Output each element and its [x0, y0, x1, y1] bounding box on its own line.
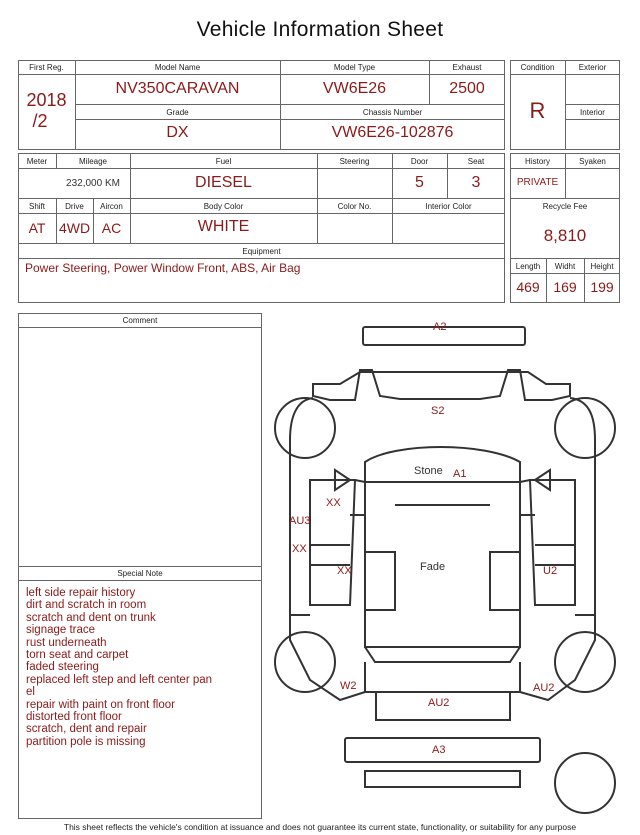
damage-mark-left-center-panel: XX [337, 565, 352, 577]
damage-mark-hood: S2 [431, 405, 445, 417]
drive-label: Drive [65, 202, 84, 211]
model-name-label: Model Name [154, 63, 201, 72]
mileage-label: Mileage [78, 157, 107, 166]
special-note-item: scratch, dent and repair [26, 723, 147, 736]
length-label: Length [515, 262, 541, 271]
model-name-value: NV350CARAVAN [115, 80, 240, 97]
recycle-fee-value: 8,810 [543, 226, 587, 245]
aircon-value: AC [101, 220, 122, 236]
special-note-item: replaced left step and left center pan [26, 673, 213, 686]
special-note-item: signage trace [26, 624, 96, 637]
damage-mark-right-side: U2 [543, 565, 558, 577]
chassis-number-value: VW6E26-102876 [331, 124, 454, 141]
special-note-item: scratch and dent on trunk [26, 611, 156, 624]
damage-mark-left-rear: W2 [340, 680, 357, 692]
width-value: 169 [553, 279, 577, 295]
meter-label: Meter [26, 157, 48, 166]
damage-mark-windshield: A1 [453, 468, 467, 480]
damage-mark-right-rear: AU2 [533, 682, 555, 694]
height-label: Height [590, 262, 614, 271]
color-no-label: Color No. [337, 202, 372, 211]
syaken-label: Syaken [579, 157, 606, 166]
exhaust-value: 2500 [449, 80, 485, 97]
first-reg-year: 2018 [26, 90, 67, 110]
chassis-number-label: Chassis Number [362, 108, 423, 117]
special-note-item: el [26, 686, 35, 699]
condition-label: Condition [520, 63, 555, 72]
interior-color-label: Interior Color [425, 202, 472, 211]
door-value: 5 [415, 174, 424, 191]
model-type-label: Model Type [333, 63, 376, 72]
first-reg-month: /2 [32, 111, 48, 131]
exterior-label: Exterior [578, 63, 607, 72]
grade-value: DX [166, 124, 189, 141]
steering-label: Steering [339, 157, 370, 166]
exhaust-label: Exhaust [452, 63, 482, 72]
body-color-value: WHITE [197, 218, 250, 235]
body-color-label: Body Color [203, 202, 244, 211]
damage-mark-rear-bumper: A3 [432, 744, 446, 756]
disclaimer-footer: This sheet reflects the vehicle's condition at issuance and does not guarantee its current state, functionality, or suitability for any purpose [63, 822, 577, 832]
special-note-item: distorted front floor [26, 711, 122, 724]
special-note-label: Special Note [117, 569, 163, 578]
special-note-item: dirt and scratch in room [26, 599, 147, 612]
length-value: 469 [516, 279, 540, 295]
special-note-item: partition pole is missing [26, 735, 146, 748]
recycle-fee-label: Recycle Fee [542, 202, 588, 211]
damage-mark-front-bumper: A2 [433, 321, 447, 333]
first-reg-label: First Reg. [29, 63, 64, 72]
model-type-value: VW6E26 [322, 80, 387, 97]
door-label: Door [410, 157, 429, 166]
equipment-value: Power Steering, Power Window Front, ABS, Air Bag [25, 261, 301, 275]
mileage-value: 232,000 KM [66, 178, 120, 189]
aircon-label: Aircon [100, 202, 123, 211]
special-note-item: torn seat and carpet [26, 649, 129, 662]
special-note-item: repair with paint on front floor [26, 698, 175, 711]
shift-label: Shift [28, 202, 45, 211]
damage-mark-roof-note: Fade [420, 561, 446, 573]
drive-value: 4WD [58, 220, 91, 236]
special-note-item: rust underneath [26, 636, 107, 649]
damage-mark-windshield-note: Stone [414, 465, 443, 477]
history-label: History [525, 157, 550, 166]
grade-label: Grade [166, 108, 189, 117]
damage-mark-rear-gate: AU2 [428, 697, 450, 709]
seat-value: 3 [471, 174, 481, 191]
condition-value: R [529, 98, 546, 123]
history-value: PRIVATE [516, 177, 559, 188]
special-note-item: left side repair history [26, 587, 136, 599]
seat-label: Seat [467, 157, 485, 166]
damage-mark-left-front-door: XX [326, 497, 341, 509]
height-value: 199 [590, 279, 614, 295]
special-note-item: faded steering [26, 661, 99, 674]
interior-label: Interior [580, 108, 605, 117]
fuel-value: DIESEL [195, 174, 252, 191]
page-title: Vehicle Information Sheet [196, 18, 444, 41]
fuel-label: Fuel [215, 157, 232, 166]
equipment-label: Equipment [242, 247, 281, 256]
damage-mark-left-fender: AU3 [289, 515, 311, 527]
damage-mark-left-step: XX [292, 543, 307, 555]
shift-value: AT [28, 220, 46, 236]
width-label: Widht [554, 262, 576, 271]
comment-label: Comment [122, 316, 158, 325]
